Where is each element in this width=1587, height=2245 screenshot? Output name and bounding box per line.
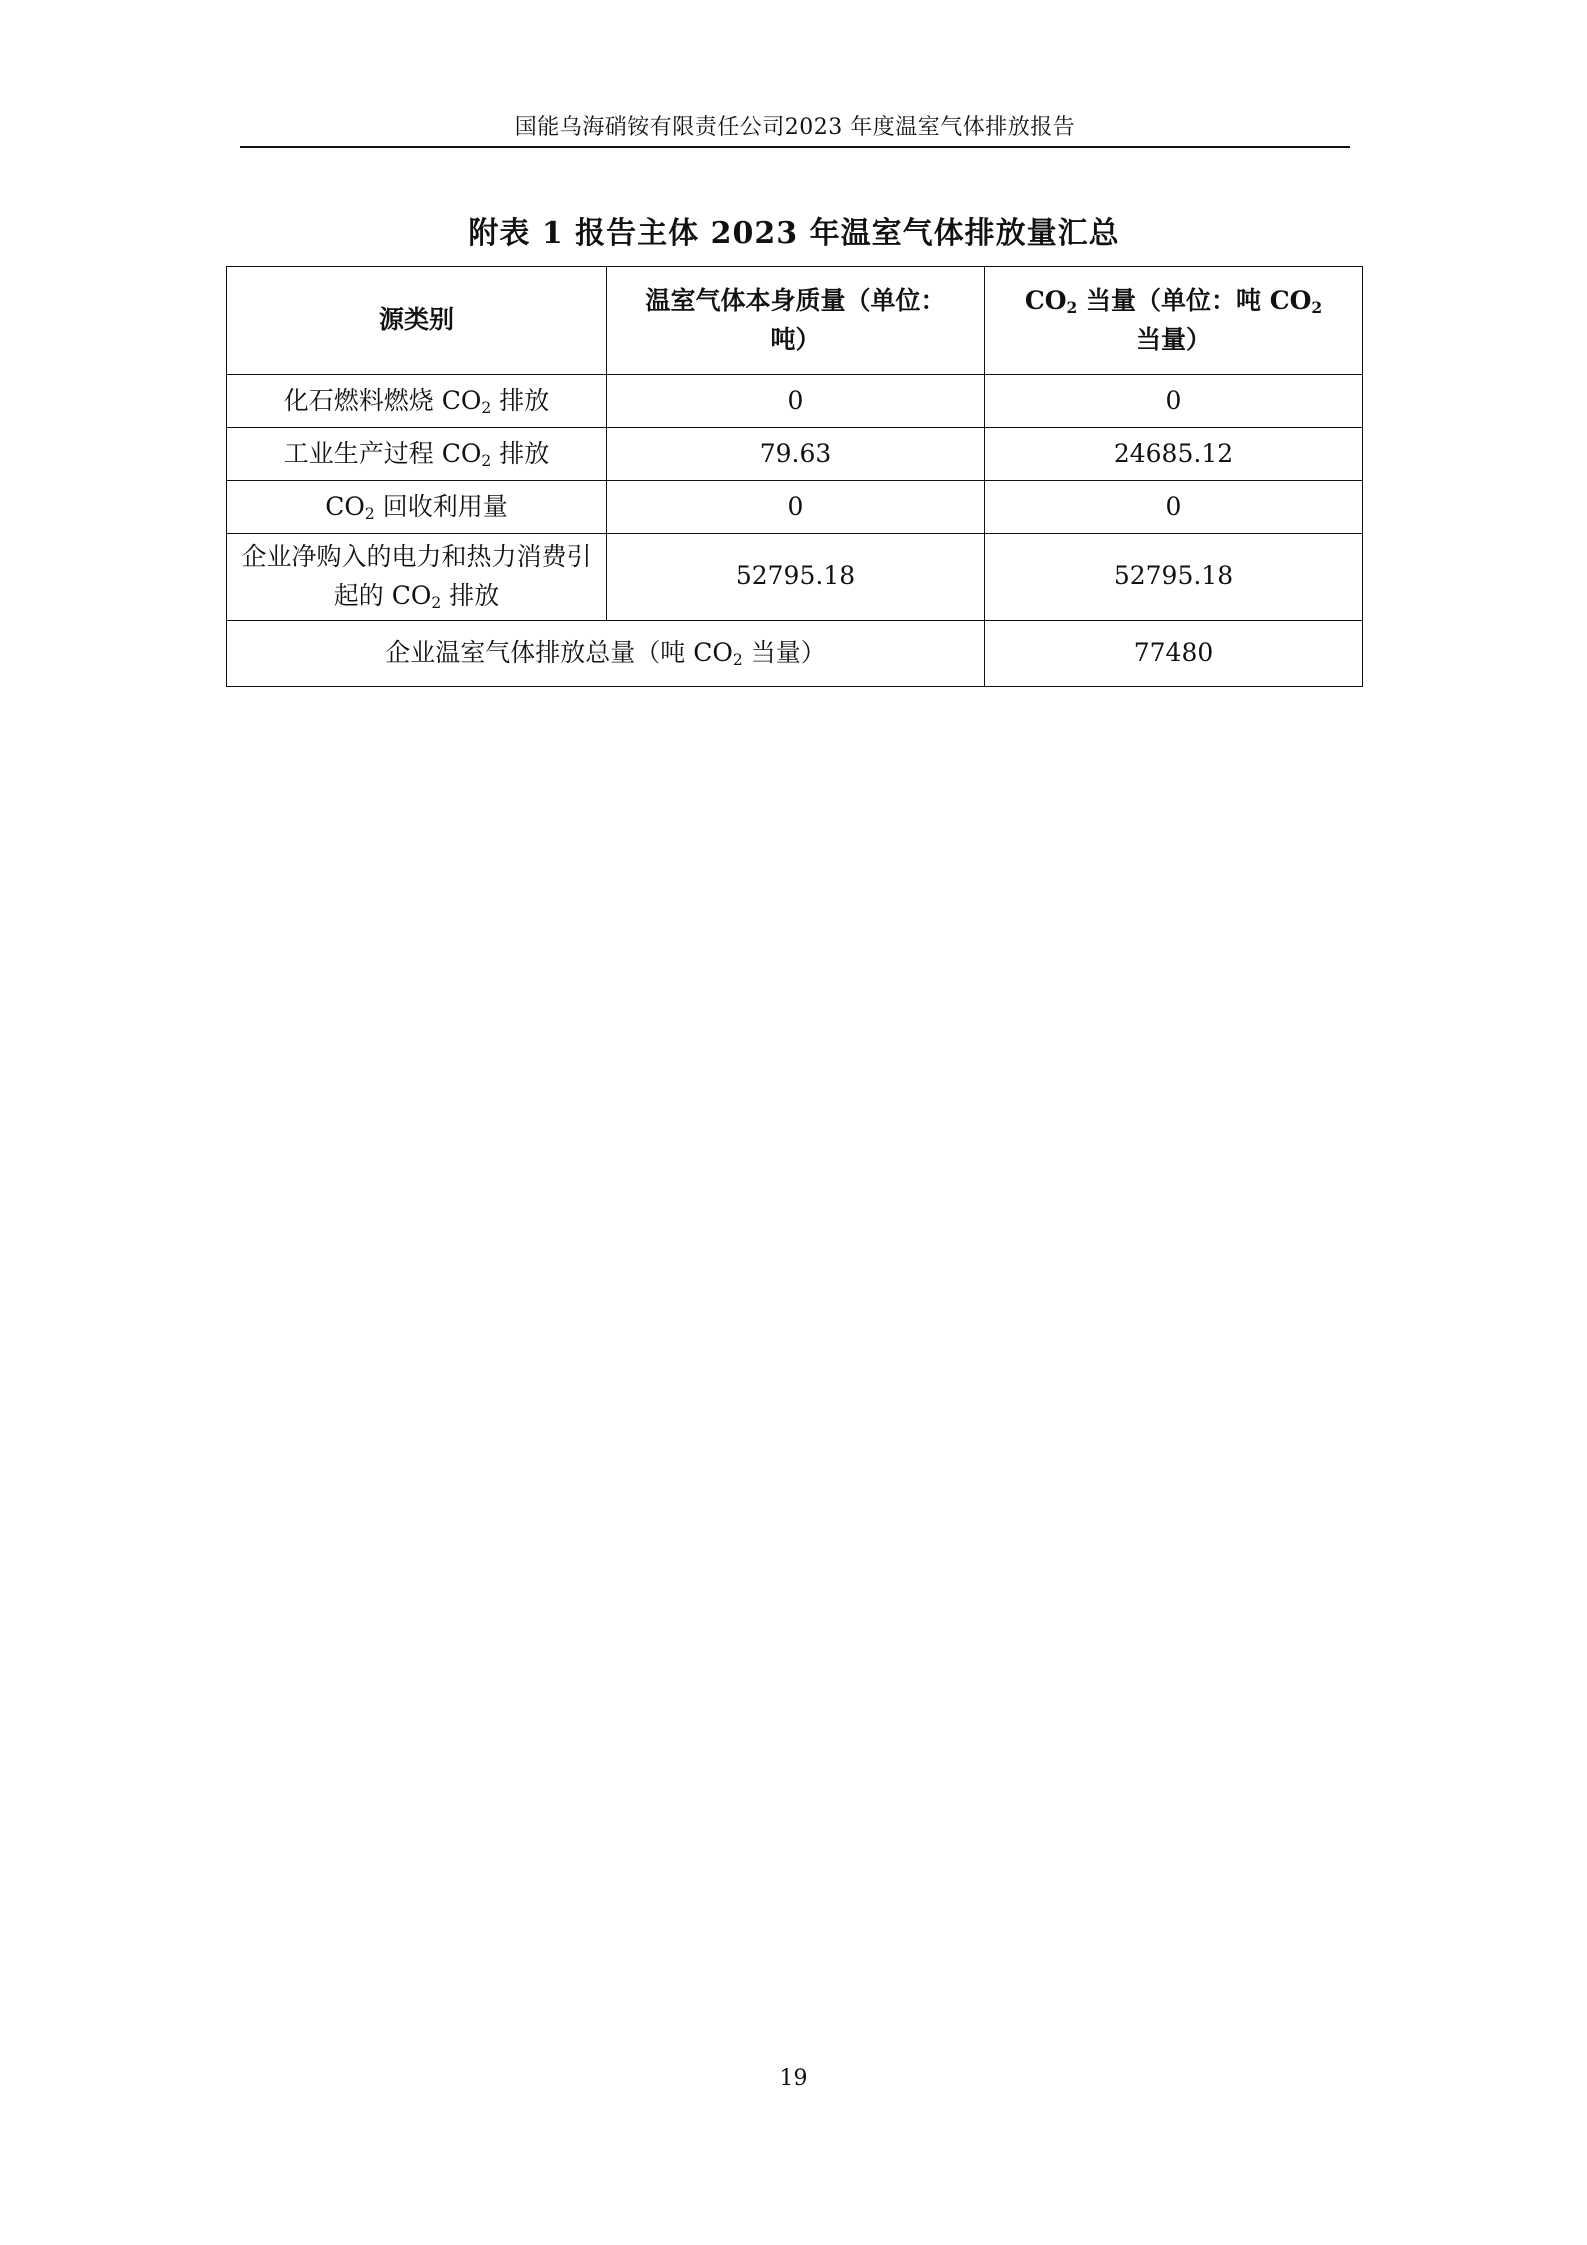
total-value: 77480 — [985, 620, 1363, 686]
column-header-co2-equivalent: $CO_2$ 当量（单位：吨 $CO_2$ 当量） — [985, 267, 1363, 375]
row-mass-value: 79.63 — [607, 428, 985, 481]
column-header-mass-line1: 温室气体本身质量（单位： — [645, 285, 946, 315]
page-number: 19 — [779, 2066, 808, 2091]
table-total-row — [227, 620, 1363, 686]
table-row — [227, 481, 1363, 534]
row-equivalent-value: 0 — [985, 375, 1363, 428]
column-header-mass-line2: 吨） — [770, 324, 821, 354]
column-header-mass — [607, 267, 985, 375]
table-header-row — [227, 267, 1363, 375]
row-mass-value: 52795.18 — [607, 534, 985, 621]
table-row — [227, 534, 1363, 621]
table-row — [227, 375, 1363, 428]
table-title: 附表 1 报告主体 2023 年温室气体排放量汇总 — [468, 216, 1120, 251]
row-mass-value: 0 — [607, 481, 985, 534]
total-label: 企业温室气体排放总量（吨 $CO_2$ 当量） — [227, 620, 985, 686]
row-label: 企业净购入的电力和热力消费引 起的 $CO_2$ 排放 — [227, 534, 607, 621]
row-label: $CO_2$ 回收利用量 — [227, 481, 607, 534]
row-equivalent-value: 52795.18 — [985, 534, 1363, 621]
header-rule — [240, 146, 1350, 148]
emissions-summary-table — [226, 266, 1363, 687]
table-row — [227, 428, 1363, 481]
column-header-source: 源类别 — [227, 267, 607, 375]
row-mass-value: 0 — [607, 375, 985, 428]
row-equivalent-value: 0 — [985, 481, 1363, 534]
row-equivalent-value: 24685.12 — [985, 428, 1363, 481]
row-label: 工业生产过程 $CO_2$ 排放 — [227, 428, 607, 481]
row-label: 化石燃料燃烧 $CO_2$ 排放 — [227, 375, 607, 428]
running-header: 国能乌海硝铵有限责任公司2023 年度温室气体排放报告 — [514, 115, 1076, 140]
